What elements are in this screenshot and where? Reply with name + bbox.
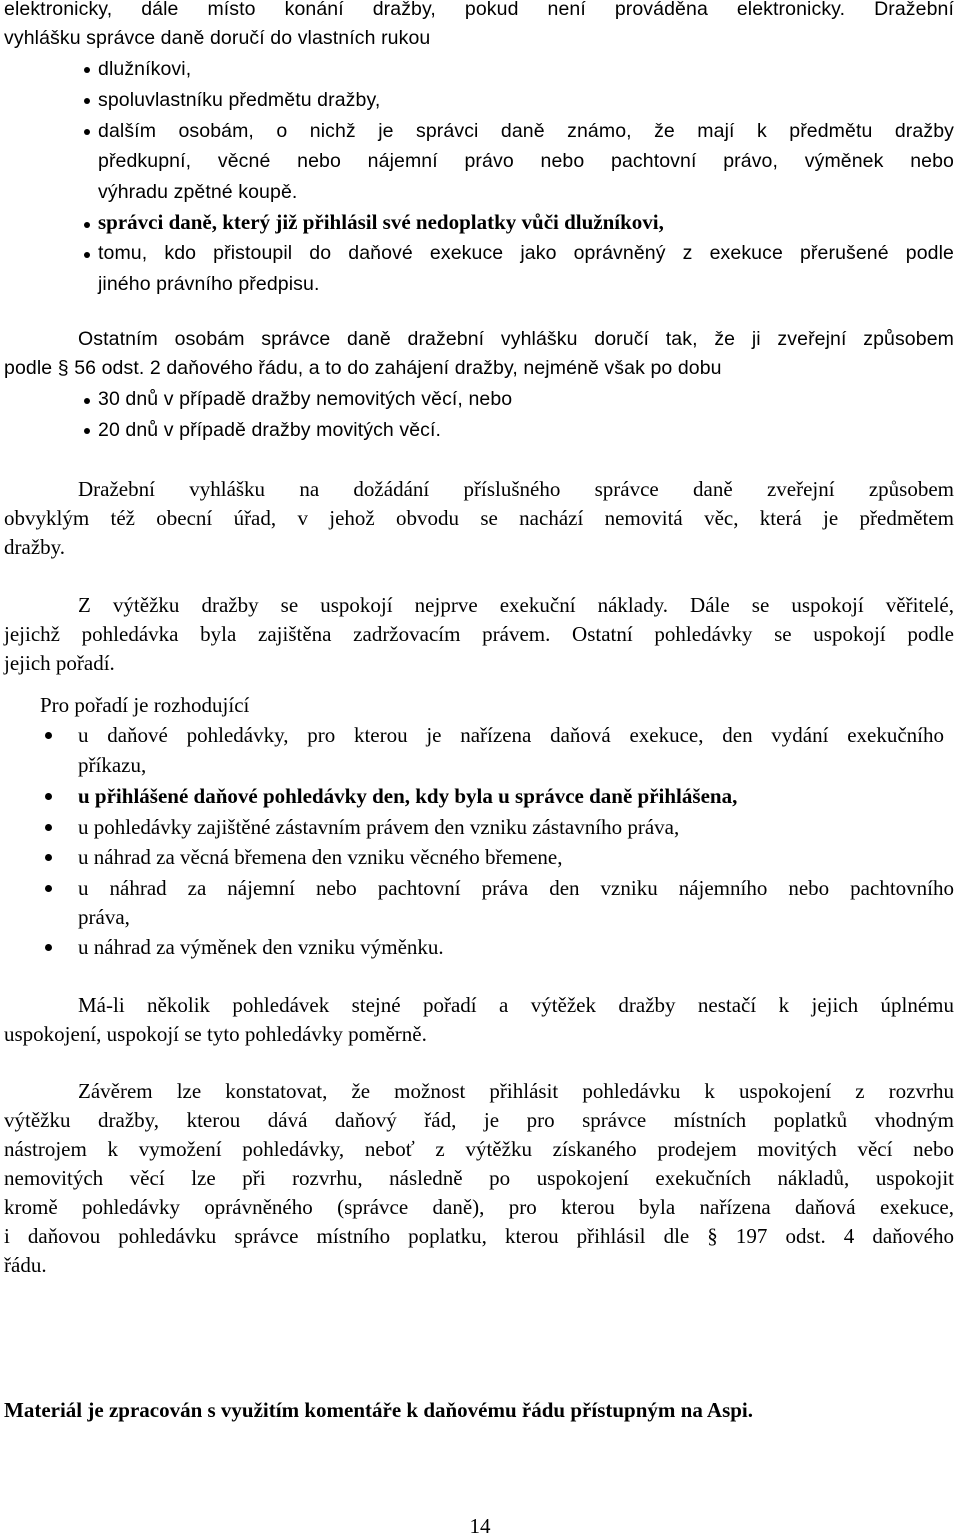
paragraph-line: nemovitých věcí lze při rozvrhu, následně po uspokojení exekučních nákladů, uspokojit bbox=[4, 1166, 954, 1190]
list-item: u daňové pohledávky, pro kterou je nařízena daňová exekuce, den vydání exekučního bbox=[78, 723, 944, 747]
list-item-continuation: výhradu zpětné koupě. bbox=[98, 181, 298, 203]
bullet-icon bbox=[45, 885, 52, 892]
paragraph-line: Dražební vyhlášku na dožádání příslušného správce daně zveřejní způsobem bbox=[78, 477, 954, 501]
list-item: u náhrad za nájemní nebo pachtovní práva den vzniku nájemního nebo pachtovního bbox=[78, 876, 954, 900]
paragraph-line: Ostatním osobám správce daně dražební vyhlášku doručí tak, že ji zveřejní způsobem bbox=[78, 328, 954, 350]
text-line: elektronicky, dále místo konání dražby, pokud není prováděna elektronicky. Dražební bbox=[4, 0, 954, 20]
list-item-continuation: práva, bbox=[78, 905, 130, 929]
paragraph-line: nástrojem k vymožení pohledávky, neboť z výtěžku získaného prodejem movitých věcí nebo bbox=[4, 1137, 954, 1161]
bullet-icon bbox=[45, 944, 52, 951]
bullet-icon bbox=[84, 67, 90, 73]
page-number: 14 bbox=[469, 1514, 491, 1538]
bullet-icon bbox=[84, 428, 90, 434]
list-item-continuation: předkupní, věcné nebo nájemní právo nebo pachtovní právo, výměnek nebo bbox=[98, 150, 954, 172]
list-item: u náhrad za výměnek den vzniku výměnku. bbox=[78, 935, 444, 959]
list-item: dlužníkovi, bbox=[98, 58, 192, 80]
bullet-icon bbox=[45, 824, 52, 831]
paragraph-line: řádu. bbox=[4, 1253, 47, 1277]
bullet-icon bbox=[84, 252, 90, 258]
bullet-icon bbox=[84, 98, 90, 104]
bullet-icon bbox=[45, 793, 52, 800]
paragraph-line: uspokojení, uspokojí se tyto pohledávky poměrně. bbox=[4, 1022, 427, 1046]
paragraph-line: Má-li několik pohledávek stejné pořadí a výtěžek dražby nestačí k jejich úplnému bbox=[78, 993, 954, 1017]
bullet-icon bbox=[45, 732, 52, 739]
paragraph-line: jejich pořadí. bbox=[4, 651, 115, 675]
paragraph-line: výtěžku dražby, kterou dává daňový řád, je pro správce místních poplatků vhodným bbox=[4, 1108, 954, 1132]
bullet-icon bbox=[84, 129, 90, 135]
list-item-continuation: příkazu, bbox=[78, 753, 147, 777]
list-item: spoluvlastníku předmětu dražby, bbox=[98, 89, 381, 111]
list-item: 20 dnů v případě dražby movitých věcí. bbox=[98, 419, 442, 441]
paragraph-line: kromě pohledávky oprávněného (správce daně), pro kterou byla nařízena daňová exekuce, bbox=[4, 1195, 954, 1219]
text-line: vyhlášku správce daně doručí do vlastních rukou bbox=[4, 27, 431, 49]
list-item: tomu, kdo přistoupil do daňové exekuce jako oprávněný z exekuce přerušené podle bbox=[98, 242, 954, 264]
paragraph-line: jejichž pohledávka byla zajištěna zadržovacím právem. Ostatní pohledávky se uspokojí podle bbox=[4, 622, 954, 646]
list-item-continuation: jiného právního předpisu. bbox=[98, 273, 320, 295]
paragraph-line: obvyklým též obecní úřad, v jehož obvodu se nachází nemovitá věc, která je předmětem bbox=[4, 506, 954, 530]
list-item: správci daně, který již přihlásil své nedoplatky vůči dlužníkovi, bbox=[98, 210, 664, 234]
paragraph-line: Pro pořadí je rozhodující bbox=[40, 693, 250, 717]
footer-note: Materiál je zpracován s využitím komentáře k daňovému řádu přístupným na Aspi. bbox=[4, 1398, 754, 1422]
paragraph-line: i daňovou pohledávku správce místního poplatku, kterou přihlásil dle § 197 odst. 4 daňového bbox=[4, 1224, 954, 1248]
paragraph-line: dražby. bbox=[4, 535, 66, 559]
paragraph-line: podle § 56 odst. 2 daňového řádu, a to do zahájení dražby, nejméně však po dobu bbox=[4, 357, 722, 379]
bullet-icon bbox=[84, 398, 90, 404]
list-item: u náhrad za věcná břemena den vzniku věcného břemene, bbox=[78, 845, 563, 869]
bullet-icon bbox=[45, 854, 52, 861]
list-item: u pohledávky zajištěné zástavním právem den vzniku zástavního práva, bbox=[78, 815, 680, 839]
bullet-icon bbox=[84, 222, 90, 228]
list-item: dalším osobám, o nichž je správci daně známo, že mají k předmětu dražby bbox=[98, 120, 954, 142]
paragraph-line: Z výtěžku dražby se uspokojí nejprve exekuční náklady. Dále se uspokojí věřitelé, bbox=[78, 593, 954, 617]
list-item: u přihlášené daňové pohledávky den, kdy byla u správce daně přihlášena, bbox=[78, 784, 738, 808]
paragraph-line: Závěrem lze konstatovat, že možnost přihlásit pohledávku k uspokojení z rozvrhu bbox=[78, 1079, 954, 1103]
list-item: 30 dnů v případě dražby nemovitých věcí, nebo bbox=[98, 388, 513, 410]
